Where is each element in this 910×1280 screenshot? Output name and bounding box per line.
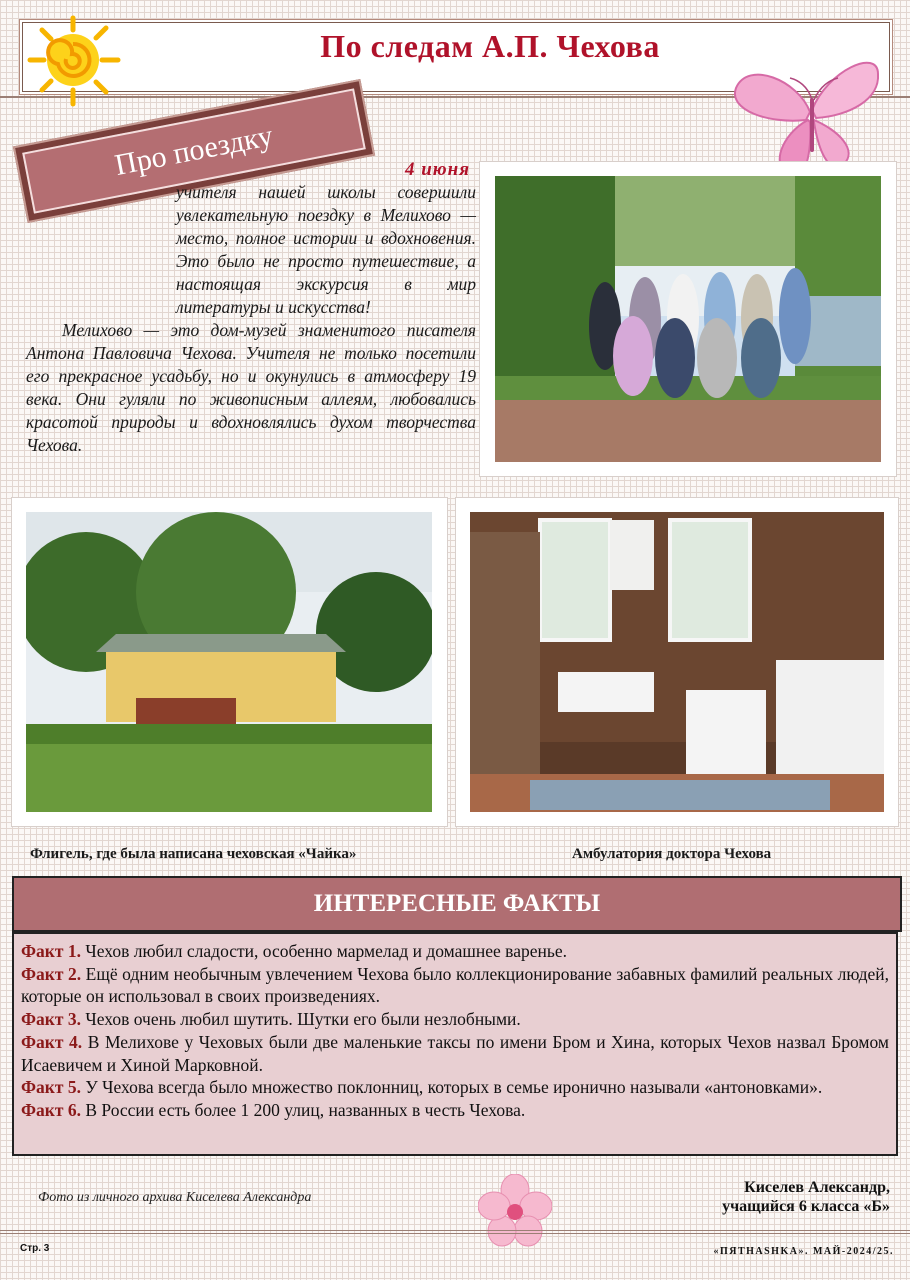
trip-date: 4 июня (404, 159, 470, 180)
teachers-group-photo (495, 176, 881, 462)
intro-article (26, 158, 476, 457)
house-caption: Флигель, где была написана чеховская «Чайка» (30, 846, 357, 862)
fact-item: Факт 4. В Мелихове у Чеховых были две маленькие таксы по имени Бром и Хина, которых Чехов назвал Бромом Исаевичем и Хиной Марковной. (21, 1031, 890, 1075)
banner-label: Про поездку (22, 88, 366, 213)
intro-paragraph-1: учителя нашей школы совершили увлекательную поездку в Мелихово — место, полное истории и вдохновения. Это было не просто путешествие, а настоящая экскурсия в мир литературы и искусства! (176, 182, 476, 317)
fact-item: Факт 6. В России есть более 1 200 улиц, названных в честь Чехова. (21, 1099, 526, 1120)
fact-item: Факт 3. Чехов очень любил шутить. Шутки его были незлобными. (21, 1009, 521, 1030)
page-number: Стр. 3 (20, 1243, 50, 1254)
facts-heading: ИНТЕРЕСНЫЕ ФАКТЫ (12, 876, 902, 932)
author-class: учащийся 6 класса «Б» (722, 1198, 890, 1215)
author-name: Киселев Александр, (744, 1179, 890, 1196)
bottom-rule (0, 1230, 910, 1231)
fact-item: Факт 2. Ещё одним необычным увлечением Чехова было коллекционирование забавных фамилий реальных людей, которые он использовал в своих произведениях. (21, 963, 890, 1007)
facts-list (12, 932, 898, 1156)
intro-paragraph-2: Мелихово — это дом-музей знаменитого писателя Антона Павловича Чехова. Учителя не только посетили его прекрасное усадьбу, но и окунулись в атмосферу 19 века. Они гуляли по живописным аллеям, любовались красотой природы и вдохновлялись духом творчества Чехова. (26, 320, 476, 455)
fact-item: Факт 5. У Чехова всегда было множество поклонниц, которых в семье иронично называли «антоновками». (21, 1077, 823, 1098)
photo-credit: Фото из личного архива Киселева Александра (38, 1190, 312, 1205)
clinic-caption: Амбулатория доктора Чехова (572, 846, 772, 862)
flower-icon (478, 1174, 552, 1248)
page-title: По следам А.П. Чехова (320, 28, 660, 64)
house-photo (26, 512, 432, 812)
author-signature (600, 1178, 890, 1216)
clinic-photo (470, 512, 884, 812)
fact-item: Факт 1. Чехов любил сладости, особенно мармелад и домашнее варенье. (21, 941, 567, 961)
sun-icon (18, 10, 128, 110)
issue-label: «ПЯТНАSHKA». МАЙ-2024/25. (713, 1246, 894, 1257)
bottom-rule-2 (0, 1233, 910, 1234)
